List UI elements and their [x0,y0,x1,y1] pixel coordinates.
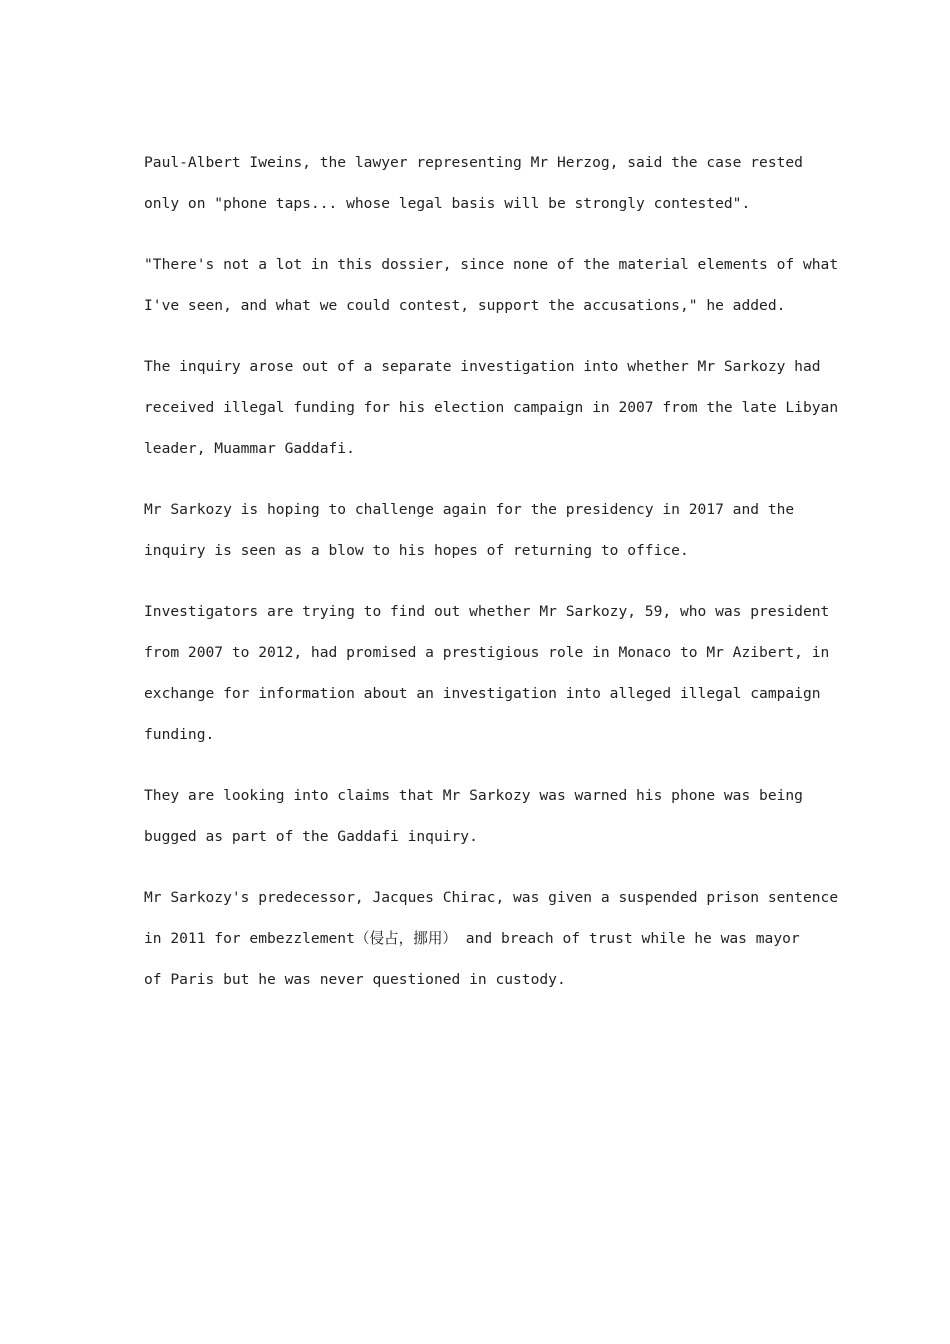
paragraph-phone-bugged [144,775,824,857]
paragraph-chirac [144,877,839,1000]
text-line: in 2011 for embezzlement（侵占，挪用） and breach of trust while he was mayor [144,930,800,947]
text-line: from 2007 to 2012, had promised a prestigious role in Monaco to Mr Azibert, in [144,644,830,661]
text-line: leader, Muammar Gaddafi. [144,440,355,457]
text-line: They are looking into claims that Mr Sarkozy was warned his phone was being [144,787,803,804]
text-line: only on "phone taps... whose legal basis will be strongly contested". [144,195,751,212]
paragraph-dossier-quote [144,244,839,326]
paragraph-investigators [144,591,830,755]
text-line: Mr Sarkozy is hoping to challenge again for the presidency in 2017 and the [144,501,795,518]
text-line: funding. [144,726,215,743]
text-line: of Paris but he was never questioned in custody. [144,971,566,988]
text-line: Investigators are trying to find out whether Mr Sarkozy, 59, who was president [144,603,830,620]
text-line: Paul-Albert Iweins, the lawyer representing Mr Herzog, said the case rested [144,154,803,171]
text-line: I've seen, and what we could contest, support the accusations," he added. [144,297,786,314]
text-line: exchange for information about an investigation into alleged illegal campaign [144,685,821,702]
paragraph-presidency-hopes [144,489,824,571]
text-line: The inquiry arose out of a separate investigation into whether Mr Sarkozy had [144,358,821,375]
paragraph-lawyer-quote [144,142,824,224]
text-line: "There's not a lot in this dossier, since none of the material elements of what [144,256,839,273]
text-line: bugged as part of the Gaddafi inquiry. [144,828,478,845]
paragraph-inquiry-origin [144,346,839,469]
text-line: received illegal funding for his election campaign in 2007 from the late Libyan [144,399,839,416]
article-body [144,142,839,1020]
text-line: Mr Sarkozy's predecessor, Jacques Chirac, was given a suspended prison sentence [144,889,839,906]
text-line: inquiry is seen as a blow to his hopes of returning to office. [144,542,689,559]
